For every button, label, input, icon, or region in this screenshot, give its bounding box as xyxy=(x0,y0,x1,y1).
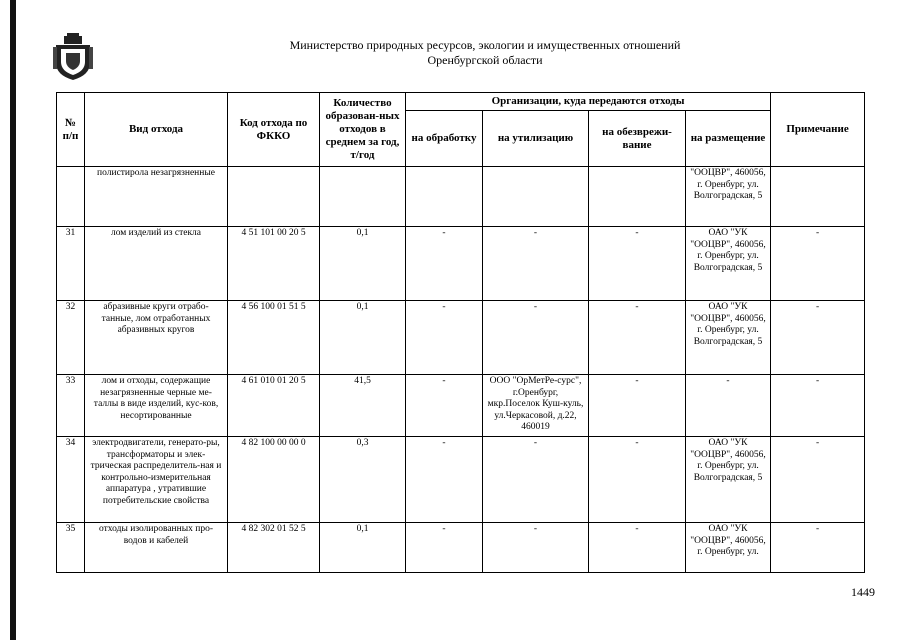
cell-num: 33 xyxy=(57,375,85,437)
cell-processing: - xyxy=(406,375,483,437)
cell-code: 4 56 100 01 51 5 xyxy=(228,301,320,375)
cell-utilization: - xyxy=(483,523,589,573)
cell-amount: 0,1 xyxy=(320,523,406,573)
col-header-code: Код отхода по ФККО xyxy=(228,93,320,167)
col-header-placement: на размещение xyxy=(686,111,771,167)
waste-table xyxy=(56,92,865,573)
col-header-utilization: на утилизацию xyxy=(483,111,589,167)
cell-utilization: - xyxy=(483,227,589,301)
cell-code: 4 61 010 01 20 5 xyxy=(228,375,320,437)
cell-type: электродвигатели, генерато-ры, трансформаторы и элек-трическая распределитель-ная и контрольно-измерительная аппаратура , утратившие потребительские свойства xyxy=(85,437,228,523)
cell-amount: 0,3 xyxy=(320,437,406,523)
cell-placement: ОАО "УК "ООЦВР", 460056, г. Оренбург, ул. Волгоградская, 5 xyxy=(686,227,771,301)
cell-utilization: - xyxy=(483,437,589,523)
cell-amount: 0,1 xyxy=(320,301,406,375)
cell-note xyxy=(771,167,865,227)
cell-note: - xyxy=(771,437,865,523)
ministry-header xyxy=(140,38,830,68)
cell-type: лом и отходы, содержащие незагрязненные черные ме-таллы в виде изделий, кус-ков, несортированные xyxy=(85,375,228,437)
region-name: Оренбургской области xyxy=(427,53,543,67)
col-header-type: Вид отхода xyxy=(85,93,228,167)
cell-note: - xyxy=(771,227,865,301)
cell-processing: - xyxy=(406,227,483,301)
cell-neutralization: - xyxy=(589,375,686,437)
cell-processing: - xyxy=(406,523,483,573)
cell-neutralization: - xyxy=(589,523,686,573)
table-row xyxy=(57,301,865,375)
cell-amount xyxy=(320,167,406,227)
table-row xyxy=(57,523,865,573)
cell-type: полистирола незагрязненные xyxy=(85,167,228,227)
cell-processing xyxy=(406,167,483,227)
cell-placement: ОАО "УК "ООЦВР", 460056, г. Оренбург, ул. Волгоградская, 5 xyxy=(686,437,771,523)
table-row xyxy=(57,375,865,437)
cell-num: 31 xyxy=(57,227,85,301)
cell-code xyxy=(228,167,320,227)
cell-note: - xyxy=(771,523,865,573)
cell-code: 4 82 100 00 00 0 xyxy=(228,437,320,523)
col-header-num: № п/п xyxy=(57,93,85,167)
cell-utilization: - xyxy=(483,301,589,375)
cell-utilization: ООО "ОрМетРе-сурс", г.Оренбург, мкр.Поселок Куш-куль, ул.Черкасовой, д.22, 460019 xyxy=(483,375,589,437)
cell-placement: "ООЦВР", 460056, г. Оренбург, ул. Волгоградская, 5 xyxy=(686,167,771,227)
cell-type: отходы изолированных про-водов и кабелей xyxy=(85,523,228,573)
cell-neutralization: - xyxy=(589,227,686,301)
cell-code: 4 51 101 00 20 5 xyxy=(228,227,320,301)
cell-num: 35 xyxy=(57,523,85,573)
col-header-processing: на обработку xyxy=(406,111,483,167)
cell-utilization xyxy=(483,167,589,227)
cell-processing: - xyxy=(406,437,483,523)
cell-amount: 41,5 xyxy=(320,375,406,437)
cell-amount: 0,1 xyxy=(320,227,406,301)
cell-num: 32 xyxy=(57,301,85,375)
cell-neutralization xyxy=(589,167,686,227)
table-row xyxy=(57,437,865,523)
col-header-orgs-group: Организации, куда передаются отходы xyxy=(406,93,771,111)
cell-type: лом изделий из стекла xyxy=(85,227,228,301)
cell-num: 34 xyxy=(57,437,85,523)
cell-type: абразивные круги отрабо-танные, лом отработанных абразивных кругов xyxy=(85,301,228,375)
ministry-name: Министерство природных ресурсов, экологии и имущественных отношений xyxy=(289,38,681,52)
cell-num xyxy=(57,167,85,227)
cell-placement: - xyxy=(686,375,771,437)
cell-neutralization: - xyxy=(589,437,686,523)
col-header-note: Примечание xyxy=(771,93,865,167)
cell-note: - xyxy=(771,301,865,375)
cell-code: 4 82 302 01 52 5 xyxy=(228,523,320,573)
coat-of-arms-emblem xyxy=(52,33,94,81)
cell-placement: ОАО "УК "ООЦВР", 460056, г. Оренбург, ул. Волгоградская, 5 xyxy=(686,301,771,375)
cell-note: - xyxy=(771,375,865,437)
cell-placement: ОАО "УК "ООЦВР", 460056, г. Оренбург, ул. xyxy=(686,523,771,573)
col-header-neutralization: на обезврежи-вание xyxy=(589,111,686,167)
page-number: 1449 xyxy=(851,585,875,599)
table-row xyxy=(57,227,865,301)
table-row xyxy=(57,167,865,227)
scan-edge-line xyxy=(10,0,16,640)
cell-neutralization: - xyxy=(589,301,686,375)
cell-processing: - xyxy=(406,301,483,375)
col-header-amount: Количество образован-ных отходов в среднем за год, т/год xyxy=(320,93,406,167)
